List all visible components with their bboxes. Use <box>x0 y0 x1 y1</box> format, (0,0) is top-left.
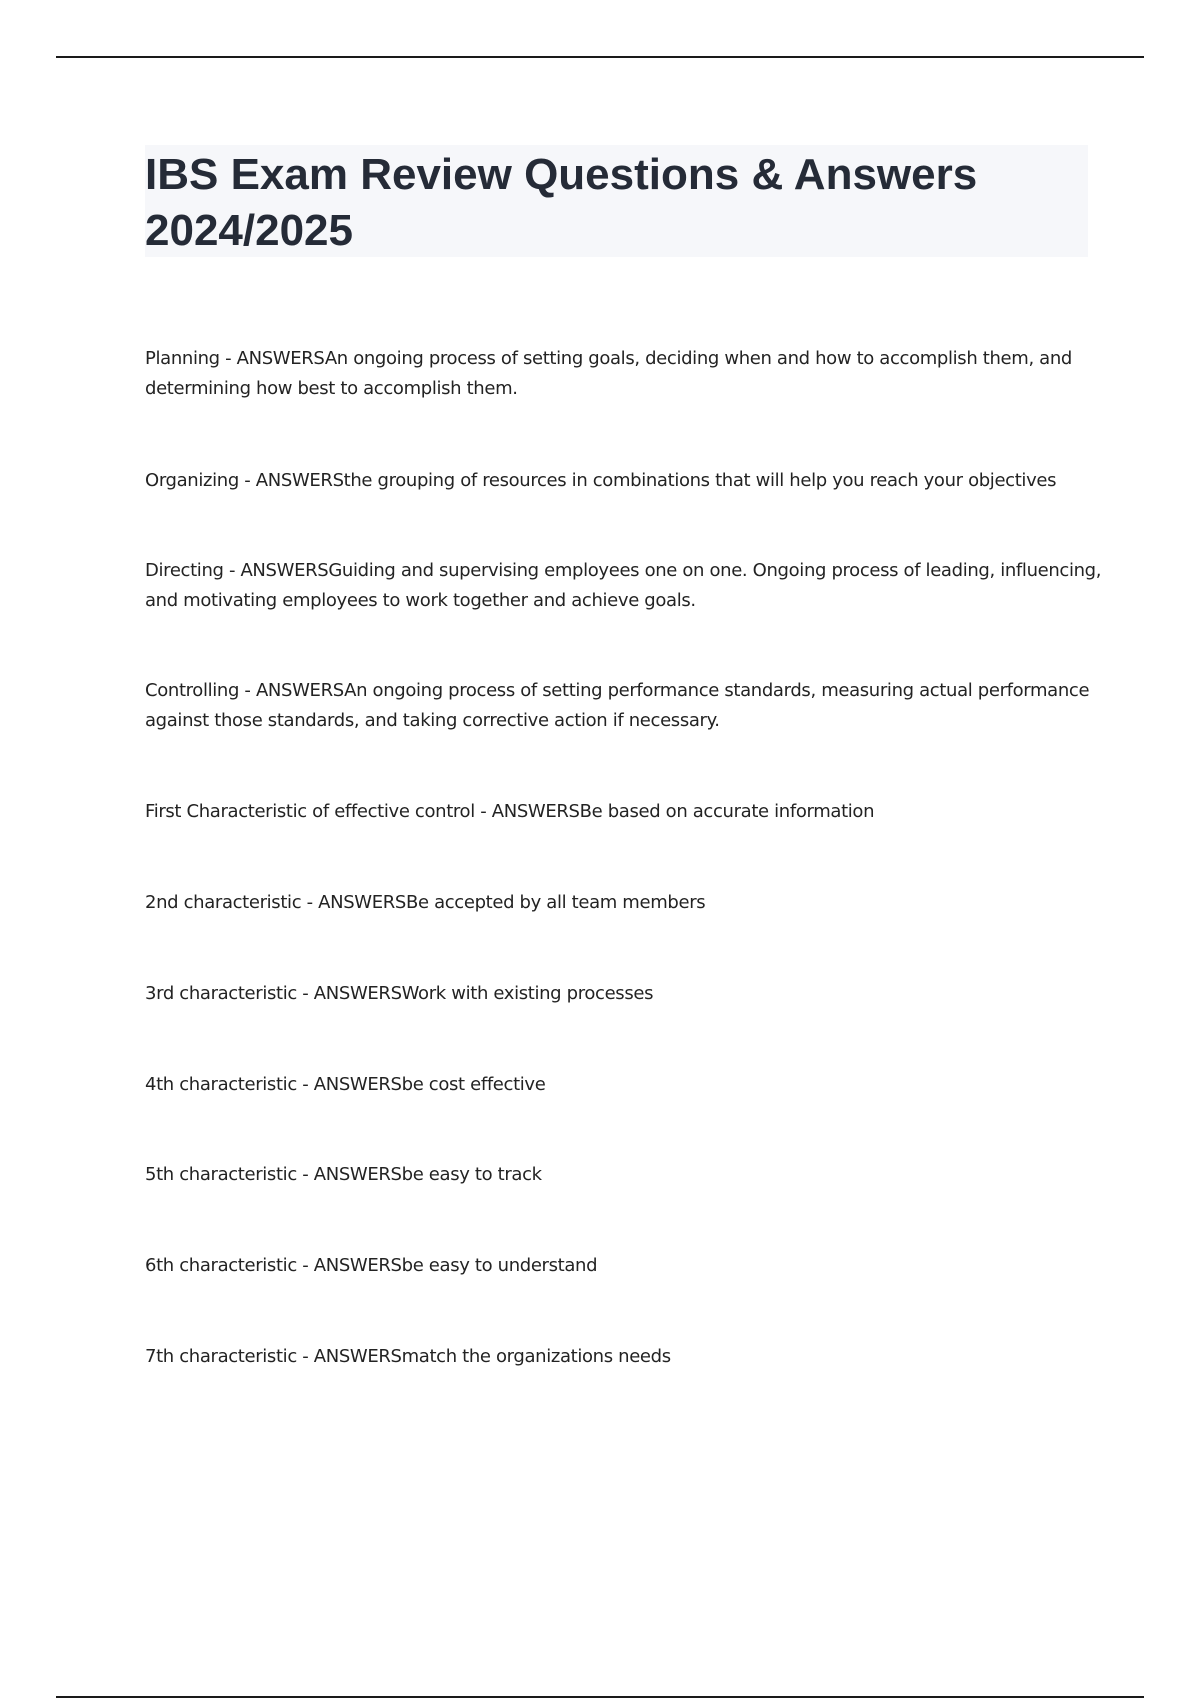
bottom-rule <box>56 1696 1144 1698</box>
qa-item-characteristic-3: 3rd characteristic - ANSWERSWork with existing processes <box>145 983 654 1004</box>
qa-item-organizing: Organizing - ANSWERSthe grouping of resources in combinations that will help you reach your objectives <box>145 470 1057 491</box>
title-block <box>145 145 1088 257</box>
qa-item-controlling: Controlling - ANSWERSAn ongoing process of setting performance standards, measuring actual performance against those standards, and taking corrective action if necessary. <box>145 680 1090 731</box>
top-rule <box>56 56 1144 58</box>
qa-item-directing: Directing - ANSWERSGuiding and supervising employees one on one. Ongoing process of leading, influencing, and motivating employees to work together and achieve goals. <box>145 560 1102 611</box>
qa-item-characteristic-7: 7th characteristic - ANSWERSmatch the organizations needs <box>145 1346 671 1367</box>
qa-item-characteristic-6: 6th characteristic - ANSWERSbe easy to understand <box>145 1255 598 1276</box>
qa-item-characteristic-1: First Characteristic of effective control - ANSWERSBe based on accurate information <box>145 801 875 822</box>
qa-item-characteristic-4: 4th characteristic - ANSWERSbe cost effective <box>145 1074 546 1095</box>
qa-item-planning: Planning - ANSWERSAn ongoing process of setting goals, deciding when and how to accomplish them, and determining how best to accomplish them. <box>145 348 1072 399</box>
document-title: IBS Exam Review Questions & Answers 2024/2025 <box>145 150 978 255</box>
qa-item-characteristic-2: 2nd characteristic - ANSWERSBe accepted by all team members <box>145 892 706 913</box>
qa-item-characteristic-5: 5th characteristic - ANSWERSbe easy to track <box>145 1164 542 1185</box>
